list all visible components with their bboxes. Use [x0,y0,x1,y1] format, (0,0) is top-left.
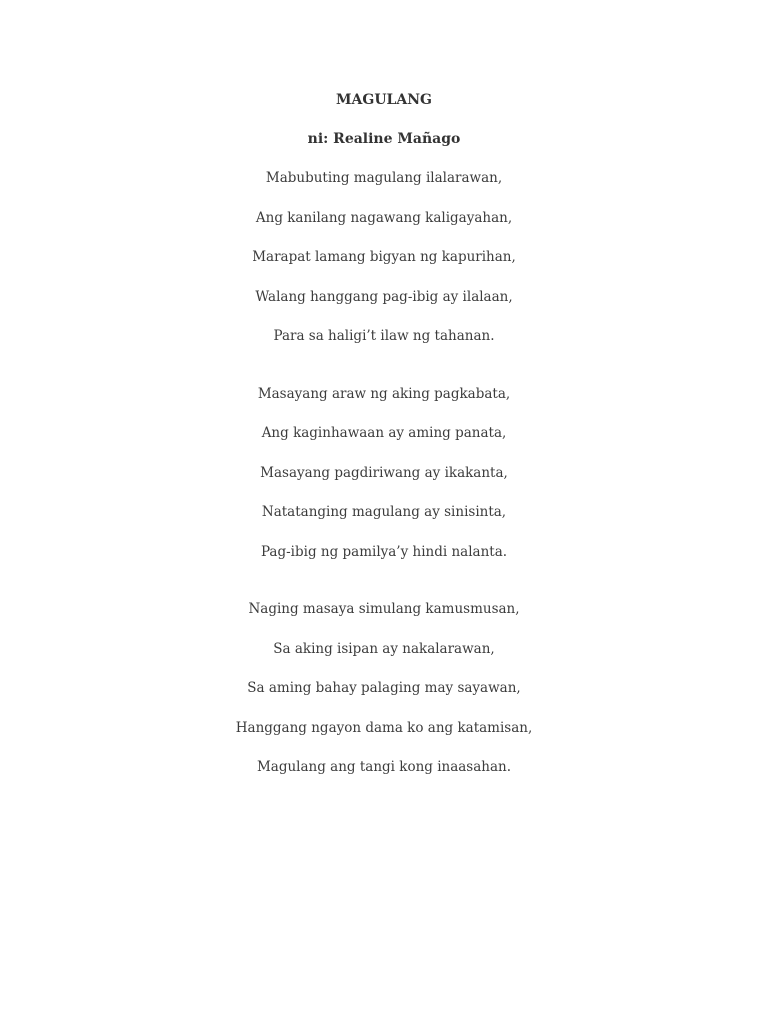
poem-line: Magulang ang tangi kong inaasahan. [256,759,512,775]
poem-line: Masayang pagdiriwang ay ikakanta, [260,464,508,481]
poem-line: Hanggang ngayon dama ko ang katamisan, [235,719,533,736]
poem-line: Masayang araw ng aking pagkabata, [257,385,511,402]
poem-line: Natatanging magulang ay sinisinta, [261,504,507,520]
poem-line: Ang kanilang nagawang kaligayahan, [255,209,513,226]
stanza-3 [0,600,768,776]
poem-line: Mabubuting magulang ilalarawan, [265,170,503,186]
poem-line: Sa aming bahay palaging may sayawan, [247,680,521,696]
poem-line: Ang kaginhawaan ay aming panata, [261,425,507,441]
poem-line: Walang hanggang pag-ibig ay ilalaan, [255,288,513,305]
poem-line: Sa aking isipan ay nakalarawan, [273,640,495,657]
poem-author: ni: Realine Mañago [307,131,461,147]
poem [0,91,768,776]
stanza-2 [0,385,768,561]
poem-line: Naging masaya simulang kamusmusan, [248,601,520,617]
poem-title: MAGULANG [336,92,432,108]
poem-line: Marapat lamang bigyan ng kapurihan, [252,249,516,265]
poem-line: Para sa haligi’t ilaw ng tahanan. [273,328,495,344]
poem-line: Pag-ibig ng pamilya’y hindi nalanta. [260,543,508,560]
stanza-1 [0,169,768,345]
